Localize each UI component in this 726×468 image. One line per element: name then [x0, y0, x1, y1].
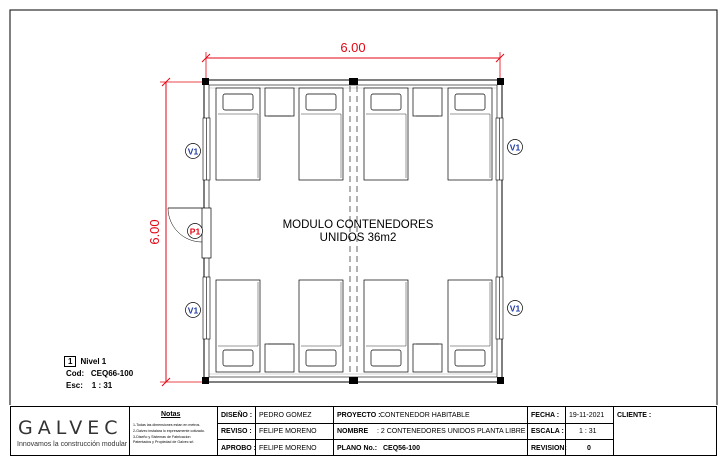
revision-value: 0 — [587, 445, 591, 452]
window-tag-left-top — [186, 144, 201, 159]
note-2: 2-Galvec instalara lo expresamente cotizado. — [133, 429, 205, 433]
galvec-logo: GALVEC — [18, 417, 123, 439]
dimension-top-label: 6.00 — [340, 40, 366, 55]
diseno-label: DISEÑO : — [221, 412, 253, 419]
room-label-line1: MODULO CONTENEDORES — [282, 219, 434, 231]
svg-text:P1: P1 — [189, 226, 201, 237]
reviso-label: REVISO : — [221, 428, 252, 435]
plano-value: CEQ56-100 — [383, 445, 420, 452]
nightstands-bottom — [265, 344, 442, 372]
door-tag — [188, 224, 203, 239]
svg-text:V1: V1 — [187, 305, 199, 316]
cliente-label: CLIENTE : — [617, 412, 652, 419]
svg-text:V1: V1 — [187, 146, 199, 157]
dimension-top — [202, 40, 504, 80]
nombre-value: : 2 CONTENEDORES UNIDOS PLANTA LIBRE — [377, 428, 526, 435]
level-heading — [64, 356, 106, 367]
level-number: 1 — [64, 356, 76, 367]
level-name: Nivel 1 — [80, 357, 107, 366]
notes-title: Notas — [161, 411, 181, 418]
window-tag-left-bottom — [186, 303, 201, 318]
window-tag-right-bottom — [508, 301, 523, 316]
dimension-left-label: 6.00 — [147, 219, 162, 245]
proyecto-label: PROYECTO : — [337, 412, 381, 419]
note-3: 3-Diseño y Sistemas de Fabricacion — [133, 435, 191, 439]
plano-label: PLANO No.: — [337, 445, 378, 452]
revision-label: REVISION: — [531, 445, 567, 452]
diseno-value: PEDRO GOMEZ — [259, 412, 312, 419]
company-slogan: Innovamos la construcción modular — [17, 441, 128, 448]
proyecto-value: CONTENEDOR HABITABLE — [380, 412, 470, 419]
level-code: Cod: CEQ66-100 — [66, 369, 134, 378]
title-block — [10, 406, 717, 456]
container-junction — [350, 86, 357, 376]
beds-bottom — [216, 280, 492, 372]
escala-label: ESCALA : — [531, 428, 564, 435]
note-1: 1-Todas las dimensiones estan en metros. — [133, 423, 201, 427]
sheet-border — [10, 10, 717, 405]
aprobo-value: FELIPE MORENO — [259, 445, 317, 452]
reviso-value: FELIPE MORENO — [259, 428, 317, 435]
note-4: Patentados y Propiedad de Galvec srl. — [133, 440, 195, 444]
nombre-label: NOMBRE — [337, 428, 369, 435]
beds-top — [216, 88, 492, 180]
svg-text:V1: V1 — [509, 142, 521, 153]
fecha-label: FECHA : — [531, 412, 560, 419]
svg-text:V1: V1 — [509, 303, 521, 314]
aprobo-label: APROBO : — [221, 445, 256, 452]
fecha-value: 19-11-2021 — [569, 412, 605, 419]
nightstands-top — [265, 88, 442, 116]
window-tag-right-top — [508, 140, 523, 155]
room-label-line2: UNIDOS 36m2 — [319, 232, 397, 244]
level-scale: Esc: 1 : 31 — [66, 381, 113, 390]
escala-value: 1 : 31 — [579, 428, 597, 435]
